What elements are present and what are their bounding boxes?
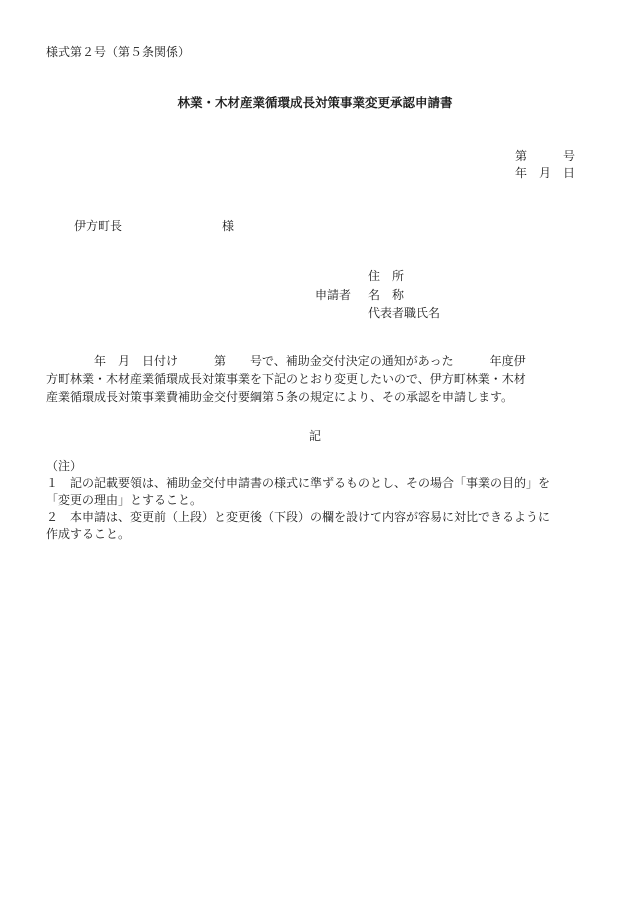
notes-heading: （注） [46,459,83,473]
applicant-name-label: 名 称 [368,288,405,302]
addressee-name: 伊方町長 [74,219,123,233]
body-line: 方町林業・木材産業循環成長対策事業を下記のとおり変更したいので、伊方町林業・木材 [46,372,526,386]
applicant-address-label: 住 所 [368,269,405,283]
note-item-1-continued: 「変更の理由」とすること。 [46,493,203,507]
body-line: 年 月 日付け 第 号で、補助金交付決定の通知があった 年度伊 [46,354,526,368]
body-line: 産業循環成長対策事業費補助金交付要綱第５条の規定により、その承認を申請します。 [46,390,514,404]
addressee [74,218,235,234]
applicant-role-label: 申請者 [315,288,352,302]
form-number: 様式第２号（第５条関係） [46,45,191,59]
notes-section [46,458,586,543]
document-title: 林業・木材産業循環成長対策事業変更承認申請書 [177,95,453,110]
note-item-2-continued: 作成すること。 [46,527,131,541]
reference-date: 年 月 日 [515,166,576,180]
note-item-1: １ 記の記載要領は、補助金交付申請書の様式に準ずるものとし、その場合「事業の目的」を [46,476,551,490]
addressee-honorific: 様 [222,219,235,233]
ki-heading: 記 [308,429,321,443]
applicant-representative-label: 代表者職氏名 [368,306,441,320]
reference-number: 第 号 [515,149,576,163]
note-item-2: ２ 本申請は、変更前（上段）と変更後（下段）の欄を設けて内容が容易に対比できるように [46,510,551,524]
body-paragraph [46,352,586,406]
